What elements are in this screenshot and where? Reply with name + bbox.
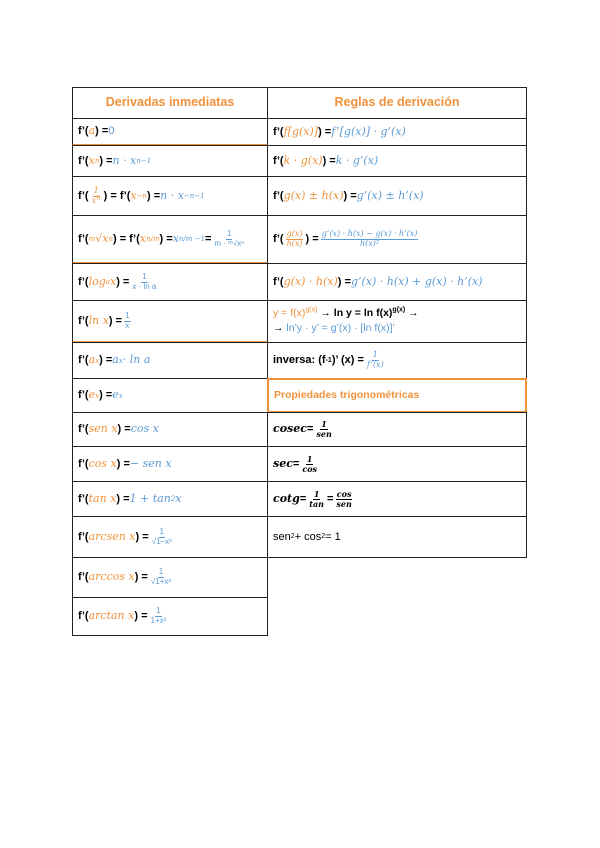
formula-part: k · g(x) xyxy=(283,153,323,167)
formula-part: ) = xyxy=(108,314,123,327)
row-derivative-exp-a: f’( a x ) = a x · ln a xyxy=(72,342,268,379)
formula-part: ) = xyxy=(322,154,336,167)
formula-part: 1 xyxy=(306,453,313,464)
row-derivative-constant xyxy=(72,118,268,146)
formula-part: 1 xyxy=(158,567,164,577)
formula-part: g(x) · h(x) xyxy=(283,274,338,288)
formula-part: sen xyxy=(336,498,352,509)
formula-part: a xyxy=(88,353,96,367)
formula-part: m · ᵐ√xⁿ xyxy=(214,238,245,248)
row-derivative-cos xyxy=(72,446,268,482)
row-rule-product xyxy=(267,263,527,301)
formula-part: ) = xyxy=(337,275,351,288)
formula-part: e xyxy=(88,388,96,402)
formula-part: f’( xyxy=(78,314,89,327)
formula-part: = xyxy=(299,492,307,505)
formula-part: f’( xyxy=(273,189,284,202)
formula-part: = xyxy=(306,423,314,436)
formula-part: g’(x) ± h’(x) xyxy=(356,188,424,202)
formula-part: sec xyxy=(273,456,293,470)
formula-part: = xyxy=(326,492,334,505)
formula-part: a xyxy=(88,124,96,138)
formula-part: tan x xyxy=(88,491,117,505)
formula-part: n xyxy=(96,192,101,201)
formula-part: cos xyxy=(302,463,318,474)
formula-part: ) = xyxy=(147,189,161,202)
formula-part: = xyxy=(204,232,212,245)
fraction-one-over-xn xyxy=(91,187,102,206)
formula-part: → xyxy=(273,322,287,334)
formula-part: f’( xyxy=(78,154,89,167)
header-reglas-de-derivacion xyxy=(267,87,527,119)
row-derivative-inverse-power: f’( $\frac{1}{x^n}$ ) = f’( x −n ) = n · x −n−1 xyxy=(72,176,268,216)
formula-part: ) = xyxy=(117,423,131,436)
formula-part: sen xyxy=(273,530,291,543)
formula-part: 1 xyxy=(93,185,99,195)
formula-part: k · g’(x) xyxy=(335,153,379,167)
row-rule-inverse-function: inversa: (f -1 )’ (x) = $\frac{1}{f’(x)}$ xyxy=(267,342,527,379)
formula-part: x xyxy=(172,231,179,245)
formula-part: g(x) xyxy=(305,306,318,314)
formula-part: h(x)² xyxy=(359,239,380,248)
fraction-cosec xyxy=(315,420,332,439)
formula-part: arcsen x xyxy=(88,529,136,543)
formula-part: e xyxy=(112,388,119,402)
formula-part: f[g(x)] xyxy=(283,124,319,138)
formula-part: ) = xyxy=(134,571,148,584)
formula-part: 1 xyxy=(142,271,147,281)
row-rule-sum xyxy=(267,176,527,216)
formula-part: g’(x) · h(x) + g(x) · h’(x) xyxy=(350,274,483,288)
fraction-quotient-result xyxy=(321,230,419,249)
formula-part: x xyxy=(175,491,182,505)
formula-part: ) = xyxy=(116,492,130,505)
row-trig-cotg xyxy=(267,481,527,517)
formula-part: = 1 xyxy=(325,530,341,543)
row-derivative-arccos xyxy=(72,557,268,598)
formula-part: ) = xyxy=(159,232,173,245)
row-trig-sec xyxy=(267,446,527,482)
formula-part: g(x) xyxy=(392,306,406,314)
formula-part: f’( xyxy=(273,275,284,288)
formula-part: ) = f’( xyxy=(103,189,131,202)
formula-part: h(x) xyxy=(286,239,303,248)
row-rule-constant-multiple xyxy=(267,145,527,177)
fraction-log-result xyxy=(131,273,157,292)
formula-part: ) = xyxy=(99,389,113,402)
fraction-inverse-result xyxy=(366,351,385,370)
formula-part: f’( xyxy=(273,125,284,138)
formula-part: arctan x xyxy=(88,609,135,623)
formula-part: sen xyxy=(316,429,332,439)
formula-part: f’( xyxy=(78,189,89,202)
formula-part: f’( xyxy=(78,530,89,543)
formula-part: ) = xyxy=(343,189,357,202)
formula-part: cos xyxy=(336,488,352,499)
formula-part: √1+x² xyxy=(150,577,172,586)
formula-part: ) = xyxy=(116,275,130,288)
formula-part: ) = xyxy=(134,610,148,623)
formula-part: n · x xyxy=(112,153,137,167)
formula-part: 1 xyxy=(125,310,130,320)
formula-part: = xyxy=(292,457,300,470)
formula-part: f’( xyxy=(78,423,89,436)
trig-header-text: Propiedades trigonométricas xyxy=(274,388,420,401)
formula-part: f’( xyxy=(78,571,89,584)
formula-part: cotg xyxy=(273,491,300,505)
formula-part: y = f(x) xyxy=(273,307,306,320)
formula-part: x xyxy=(91,195,97,205)
formula-part: g(x) ± h(x) xyxy=(283,188,344,202)
fraction-quotient-input xyxy=(286,230,304,249)
formula-part: f’( xyxy=(273,233,284,246)
row-derivative-tan: f’( tan x ) = 1 + tan 2 x xyxy=(72,481,268,517)
fraction-cotg-tan xyxy=(308,490,325,509)
formula-part: sen x xyxy=(88,422,118,436)
formula-part: 1 + tan xyxy=(129,491,171,505)
formula-part: g’(x) · h(x) − g(x) · h’(x) xyxy=(321,229,418,239)
formula-part: ) = xyxy=(318,125,332,138)
row-derivative-root: f’( m √ x n ) = f’( x n/m ) = x n/m −1 = $\frac{1}{\text{m · ᵐ√xⁿ}}$ xyxy=(72,215,268,264)
formula-part: f’[g(x)] · g’(x) xyxy=(331,124,406,138)
formula-part: f’( xyxy=(78,275,89,288)
fraction-arctan-result xyxy=(150,607,168,626)
formula-part: 1 xyxy=(159,526,164,536)
formula-part: f’( xyxy=(78,232,89,245)
formula-part: x xyxy=(109,274,117,288)
row-derivative-sen xyxy=(72,412,268,447)
formula-part: 1 xyxy=(156,606,161,616)
formula-part: f’( xyxy=(78,492,89,505)
row-derivative-arctan xyxy=(72,597,268,636)
formula-part: √1−x² xyxy=(151,536,172,546)
row-trig-cosec xyxy=(267,412,527,447)
formula-part: ) = xyxy=(135,530,149,543)
formula-part: ln x xyxy=(88,313,109,327)
formula-part: ln’y · y’ = g’(x) · [ln f(x)]’ xyxy=(286,322,395,334)
formula-part: arccos x xyxy=(88,570,135,584)
formula-part: ) = xyxy=(99,354,113,367)
header-derivadas-inmediatas xyxy=(72,87,268,119)
formula-part: ) = xyxy=(99,154,113,167)
log-derivation-line-2 xyxy=(273,323,419,335)
fraction-ln-result xyxy=(124,312,130,331)
formula-part: 1 xyxy=(313,488,320,499)
fraction-arccos-result xyxy=(150,568,172,587)
row-derivative-exp-e: f’( e x ) = e x xyxy=(72,378,268,413)
row-derivative-log: f’( log a x ) = $\frac{1}{\text{x · ln a}}$ xyxy=(72,263,268,301)
formula-part: → xyxy=(405,307,419,320)
formula-part: g(x) xyxy=(286,229,303,239)
formula-part: 1+x² xyxy=(150,616,167,625)
formula-part: log xyxy=(88,274,106,288)
row-rule-quotient xyxy=(267,215,527,264)
row-derivative-arcsen xyxy=(72,516,268,558)
formula-part: f’( xyxy=(273,154,284,167)
formula-part: 1 xyxy=(372,350,378,360)
row-trig-pythagorean: sen 2 + cos 2 = 1 xyxy=(267,516,527,558)
row-derivative-power: f’( x n ) = n · x n−1 xyxy=(72,145,268,177)
formula-part: inversa: (f xyxy=(273,354,326,367)
formula-part: cos x xyxy=(88,456,117,470)
formula-part: 0 xyxy=(108,125,115,138)
formula-part: · ln a xyxy=(122,353,151,367)
formula-part: x xyxy=(88,153,95,167)
fraction-sec xyxy=(301,455,318,474)
formula-part: cosec xyxy=(273,422,307,436)
formula-part: x xyxy=(125,320,130,330)
formula-part: → ln y = ln f(x) xyxy=(317,307,393,320)
formula-part: ) = xyxy=(95,125,109,138)
formula-part: f’( xyxy=(78,610,89,623)
row-rule-logarithmic xyxy=(267,300,527,343)
formula-part: f’(x) xyxy=(366,360,384,369)
formula-part: ) = f’( xyxy=(112,232,140,245)
formula-part: + cos xyxy=(294,530,322,543)
header-right-text: Reglas de derivación xyxy=(334,95,460,110)
formula-part: cos x xyxy=(130,422,159,436)
formula-part: − sen x xyxy=(129,456,172,470)
fraction-cotg-cos-sen xyxy=(335,490,352,509)
formula-part: f’( xyxy=(78,125,89,138)
fraction-arcsen-result xyxy=(151,528,173,547)
formula-part: 1 xyxy=(321,419,327,430)
formula-part: ) = xyxy=(116,457,130,470)
row-derivative-ln xyxy=(72,300,268,343)
formula-part: 1 xyxy=(226,228,232,238)
row-rule-chain xyxy=(267,118,527,146)
formula-part: ) = xyxy=(305,233,319,246)
log-derivation-line-1 xyxy=(273,308,419,320)
formula-part: tan xyxy=(309,498,324,509)
fraction-root-result xyxy=(213,230,245,249)
formula-part: n · x xyxy=(160,188,184,202)
formula-part: x xyxy=(139,231,146,245)
formula-part: )’ (x) = xyxy=(331,354,364,367)
formula-part: f’( xyxy=(78,457,89,470)
formula-part: f’( xyxy=(78,389,89,402)
formula-part: f’( xyxy=(78,354,89,367)
formula-part: x xyxy=(130,188,137,202)
formula-part: x · ln a xyxy=(132,281,157,291)
formula-part: x xyxy=(102,231,109,245)
header-propiedades-trigonometricas xyxy=(267,378,527,413)
header-left-text: Derivadas inmediatas xyxy=(105,95,235,110)
formula-part: a xyxy=(112,353,119,367)
